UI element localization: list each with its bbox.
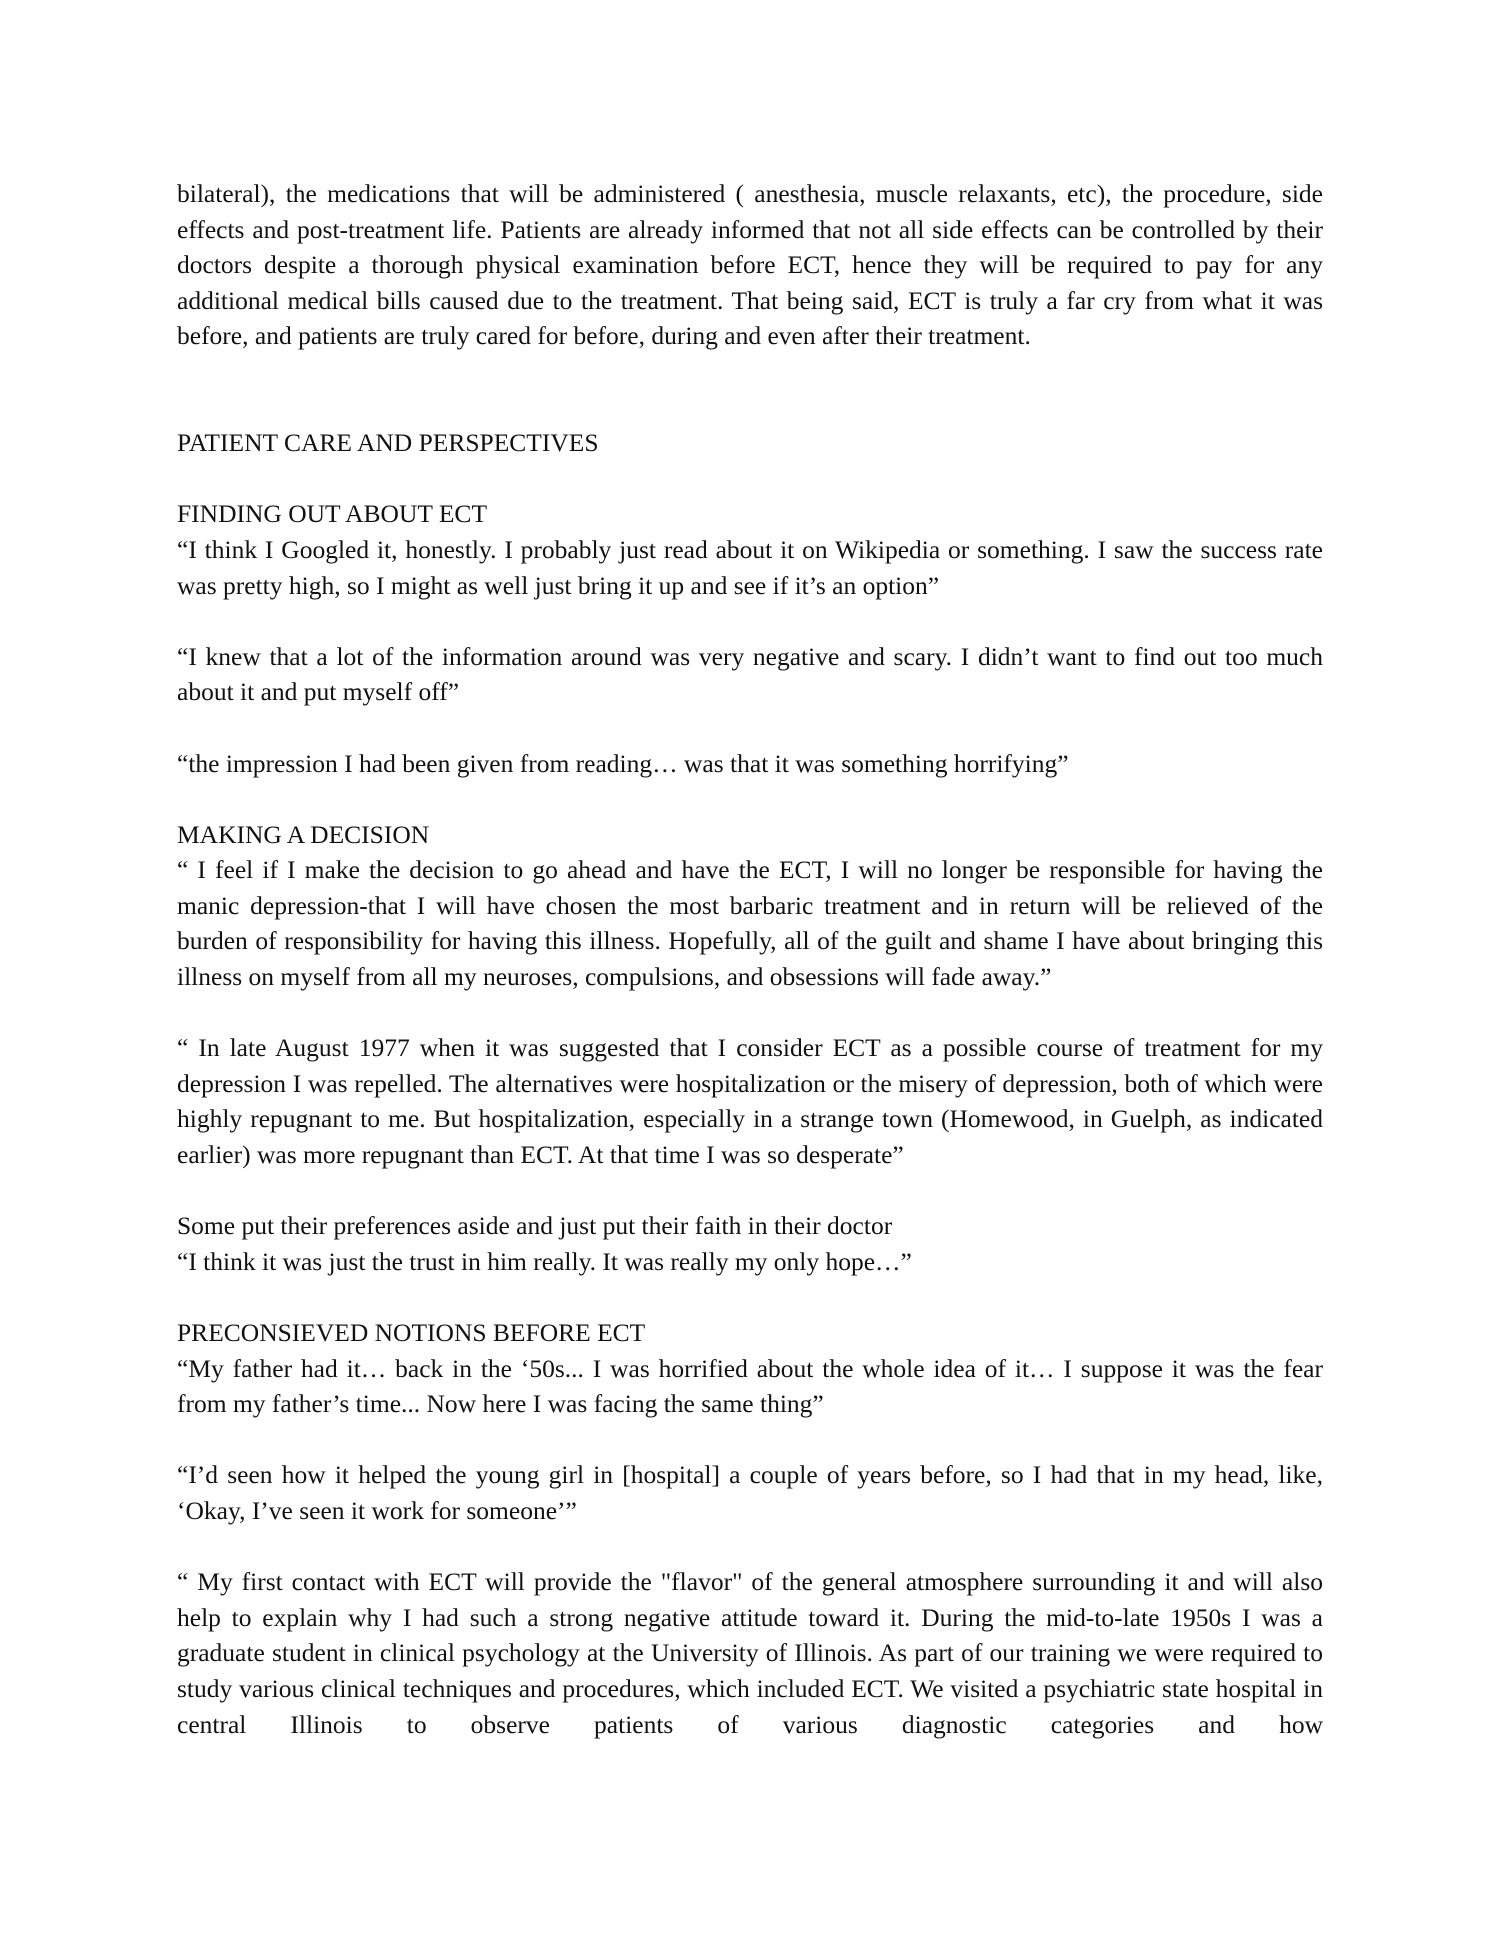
subheading-making-decision: MAKING A DECISION <box>177 819 430 849</box>
section-making-decision <box>177 817 1323 1280</box>
section-preconceived <box>177 1315 1323 1742</box>
quote: “ In late August 1977 when it was suggested that I consider ECT as a possible course of treatment for my depression I was repelled. The alternatives were hospitalization or the misery of depression, both of which were highly repugnant to me. But hospitalization, especially in a strange town (Homewood, in Guelph, as indicated earlier) was more repugnant than ECT. At that time I was so desperate” <box>177 1033 1323 1170</box>
section-title: PATIENT CARE AND PERSPECTIVES <box>177 428 599 458</box>
quote: “ I feel if I make the decision to go ahead and have the ECT, I will no longer be responsible for having the manic depression-that I will have chosen the most barbaric treatment and in return will be relieved of the burden of responsibility for having this illness. Hopefully, all of the guilt and shame I have about bringing this illness on myself from all my neuroses, compulsions, and obsessions will fade away.” <box>177 855 1323 992</box>
faith-note: Some put their preferences aside and just put their faith in their doctor <box>177 1211 893 1241</box>
spacer <box>177 1422 1323 1458</box>
spacer <box>177 710 1323 746</box>
quote: “My father had it… back in the ‘50s... I was horrified about the whole idea of it… I suppose it was the fear from my father’s time... Now here I was facing the same thing” <box>177 1353 1323 1419</box>
spacer <box>177 354 1323 425</box>
subheading-finding-out: FINDING OUT ABOUT ECT <box>177 499 488 529</box>
spacer <box>177 1529 1323 1565</box>
quote: “I think I Googled it, honestly. I probably just read about it on Wikipedia or something. I saw the success rate was pretty high, so I might as well just bring it up and see if it’s an option” <box>177 534 1323 600</box>
spacer <box>177 781 1323 817</box>
spacer <box>177 603 1323 639</box>
section-finding-out <box>177 496 1323 781</box>
subheading-preconceived: PRECONSIEVED NOTIONS BEFORE ECT <box>177 1318 646 1347</box>
quote: “I think it was just the trust in him really. It was really my only hope…” <box>177 1246 912 1276</box>
document-page <box>177 176 1323 1742</box>
quote: “I knew that a lot of the information around was very negative and scary. I didn’t want to find out too much about it and put myself off” <box>177 641 1323 707</box>
quote: “I’d seen how it helped the young girl in [hospital] a couple of years before, so I had that in my head, like, ‘Okay, I’ve seen it work for someone’” <box>177 1460 1323 1525</box>
spacer <box>177 461 1323 497</box>
spacer <box>177 995 1323 1031</box>
intro-paragraph: bilateral), the medications that will be administered ( anesthesia, muscle relaxants, etc), the procedure, side effects and post-treatment life. Patients are already informed that not all side effects can be controlled by their doctors despite a thorough physical examination before ECT, hence they will be required to pay for any additional medical bills caused due to the treatment. That being said, ECT is truly a far cry from what it was before, and patients are truly cared for before, during and even after their treatment. <box>177 179 1323 351</box>
quote: “the impression I had been given from reading… was that it was something horrifying” <box>177 748 1069 778</box>
quote: “ My first contact with ECT will provide the "flavor" of the general atmosphere surrounding it and will also help to explain why I had such a strong negative attitude toward it. During the mid-to-late 1950s I was a graduate student in clinical psychology at the University of Illinois. As part of our training we were required to study various clinical techniques and procedures, which included ECT. We visited a psychiatric state hospital in central Illinois to observe patients of various diagnostic categories and how <box>177 1567 1323 1739</box>
spacer <box>177 1279 1323 1315</box>
spacer <box>177 1173 1323 1209</box>
